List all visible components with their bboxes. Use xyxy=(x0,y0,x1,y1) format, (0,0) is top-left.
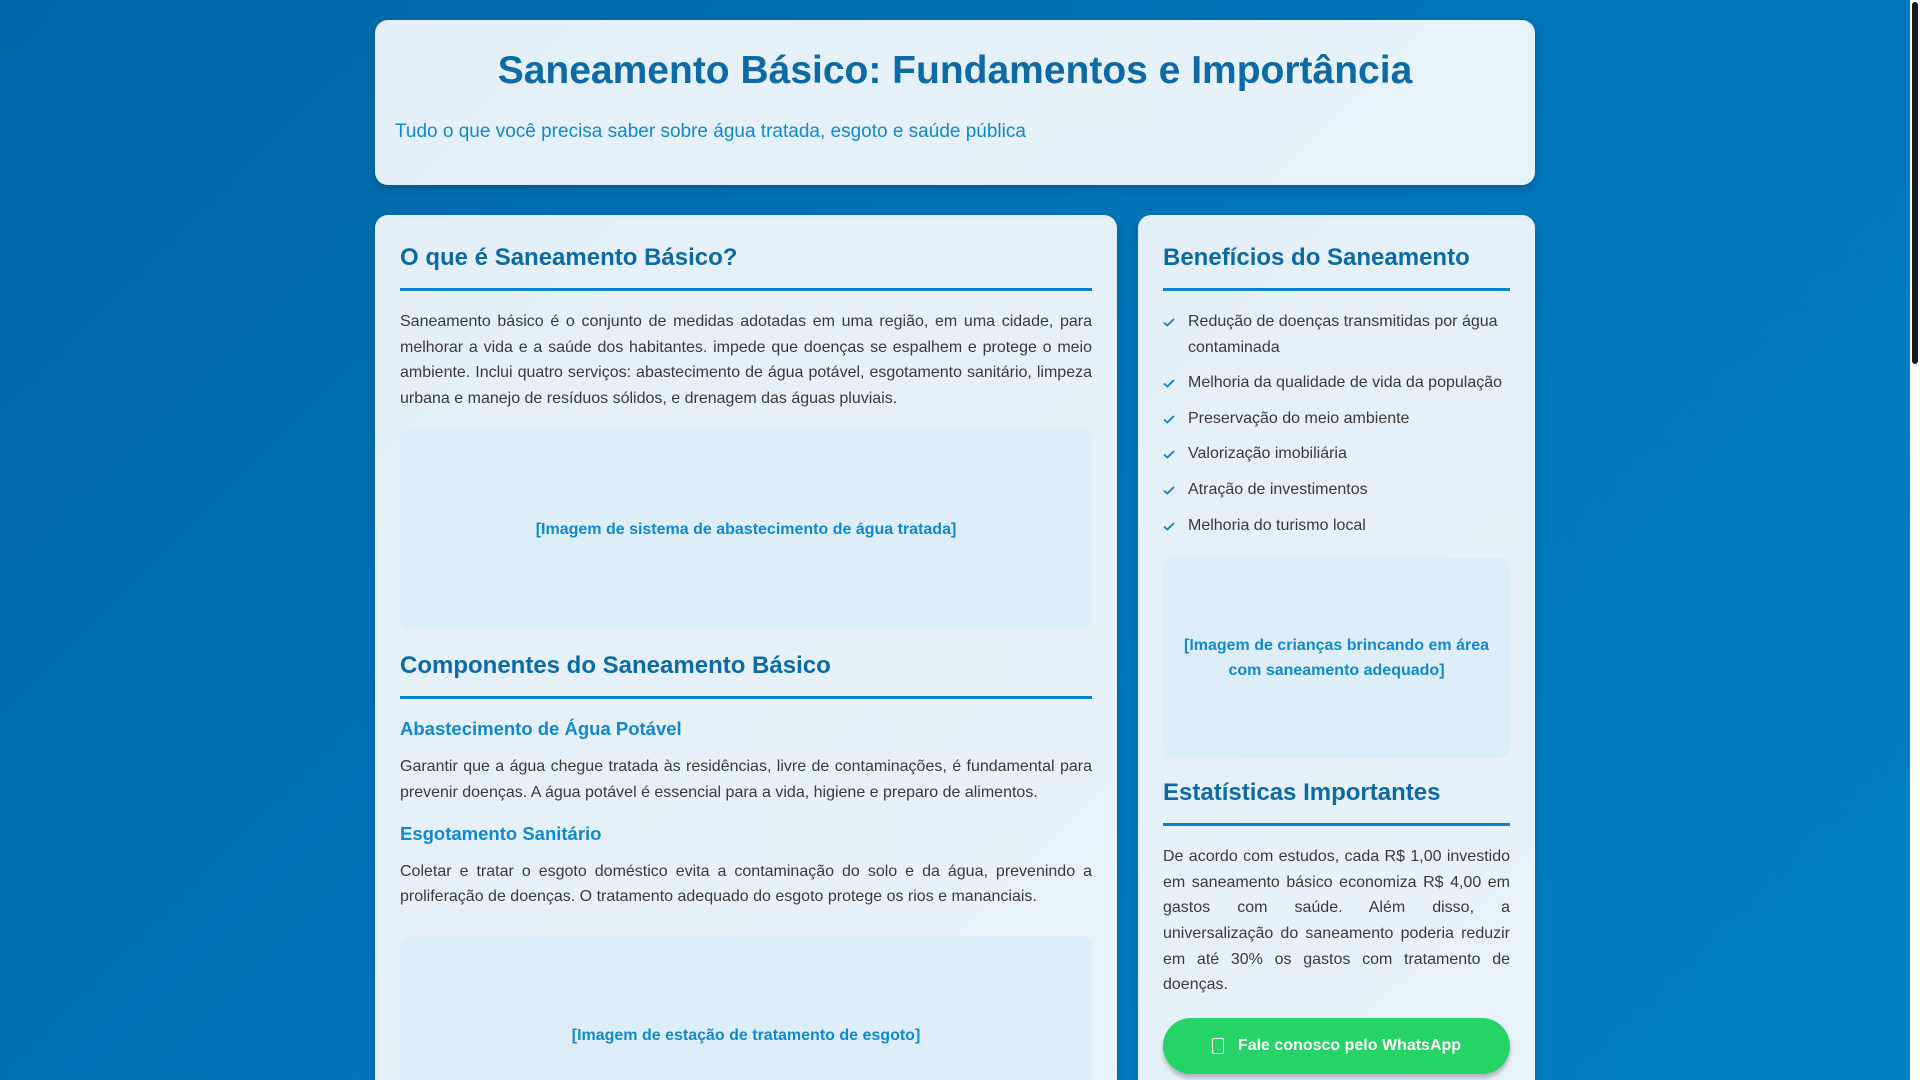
benefit-label: Redução de doenças transmitidas por água contaminada xyxy=(1188,313,1498,356)
component-water-text: Garantir que a água chegue tratada às residências, livre de contaminações, é fundamental para prevenir doenças. A água potável é essencial para a vida, higiene e preparo de alimentos. xyxy=(400,758,1092,801)
benefit-label: Melhoria do turismo local xyxy=(1188,516,1366,534)
component-sewage-text: Coletar e tratar o esgoto doméstico evita a contaminação do solo e da água, prevenindo a proliferação de doenças. O tratamento adequado do esgoto protege os rios e mananciais. xyxy=(400,862,1092,906)
page-container xyxy=(375,20,1535,1080)
benefit-item xyxy=(1163,441,1510,467)
benefits-section xyxy=(1163,243,1510,758)
whatsapp-icon xyxy=(1212,1038,1224,1054)
benefit-item xyxy=(1163,477,1510,503)
benefits-list xyxy=(1163,309,1510,538)
check-icon xyxy=(1163,477,1188,495)
benefit-label: Atração de investimentos xyxy=(1188,480,1368,498)
component-sewage-title: Esgotamento Sanitário xyxy=(400,822,602,844)
what-is-section xyxy=(400,243,1092,629)
content-columns xyxy=(375,215,1535,1080)
sewage-plant-image-placeholder xyxy=(400,936,1092,1080)
components-title: Componentes do Saneamento Básico xyxy=(400,651,1092,699)
children-image-placeholder xyxy=(1163,558,1510,758)
check-icon xyxy=(1163,406,1188,424)
benefits-title: Benefícios do Saneamento xyxy=(1163,243,1510,291)
benefit-label: Preservação do meio ambiente xyxy=(1188,409,1410,427)
water-supply-image-placeholder xyxy=(400,429,1092,629)
page-subtitle: Tudo o que você precisa saber sobre água tratada, esgoto e saúde pública xyxy=(395,121,1026,142)
main-content-card xyxy=(375,215,1117,1080)
page-scrollbar[interactable] xyxy=(1910,0,1920,1080)
water-supply-image-caption: [Imagem de sistema de abastecimento de água tratada] xyxy=(535,520,957,538)
header-card xyxy=(375,20,1535,185)
benefit-item xyxy=(1163,513,1510,539)
benefit-item xyxy=(1163,370,1510,396)
whatsapp-contact-button[interactable] xyxy=(1163,1018,1510,1074)
component-water-title: Abastecimento de Água Potável xyxy=(400,718,682,740)
what-is-title: O que é Saneamento Básico? xyxy=(400,243,1092,291)
stats-title: Estatísticas Importantes xyxy=(1163,778,1510,826)
sewage-plant-image-caption: [Imagem de estação de tratamento de esgoto] xyxy=(571,1027,921,1045)
benefit-item xyxy=(1163,406,1510,432)
check-icon xyxy=(1163,309,1188,327)
benefit-label: Valorização imobiliária xyxy=(1188,445,1347,463)
sidebar-card xyxy=(1138,215,1535,1080)
components-section xyxy=(400,651,1092,1080)
page-title: Saneamento Básico: Fundamentos e Importância xyxy=(497,49,1413,92)
check-icon xyxy=(1163,370,1188,388)
scrollbar-thumb[interactable] xyxy=(1912,2,1918,364)
check-icon xyxy=(1163,441,1188,459)
benefit-item xyxy=(1163,309,1510,360)
whatsapp-button-label: Fale conosco pelo WhatsApp xyxy=(1237,1036,1462,1054)
stats-text: De acordo com estudos, cada R$ 1,00 investido em saneamento básico economiza R$ 4,00 em gastos com saúde. Além disso, a universalização do saneamento poderia reduzir em até 30% os gastos com tratamento de doenças. xyxy=(1163,848,1510,994)
children-image-caption: [Imagem de crianças brincando em área com saneamento adequado] xyxy=(1183,637,1489,680)
benefit-label: Melhoria da qualidade de vida da população xyxy=(1188,374,1503,392)
what-is-text: Saneamento básico é o conjunto de medidas adotadas em uma região, em uma cidade, para melhorar a vida e a saúde dos habitantes. impede que doenças se espalhem e protege o meio ambiente. Inclui quatro serviços: abastecimento de água potável, esgotamento sanitário, limpeza urbana e manejo de resíduos sólidos, e drenagem das águas pluviais. xyxy=(400,313,1092,407)
stats-section xyxy=(1163,778,1510,1074)
check-icon xyxy=(1163,513,1188,531)
